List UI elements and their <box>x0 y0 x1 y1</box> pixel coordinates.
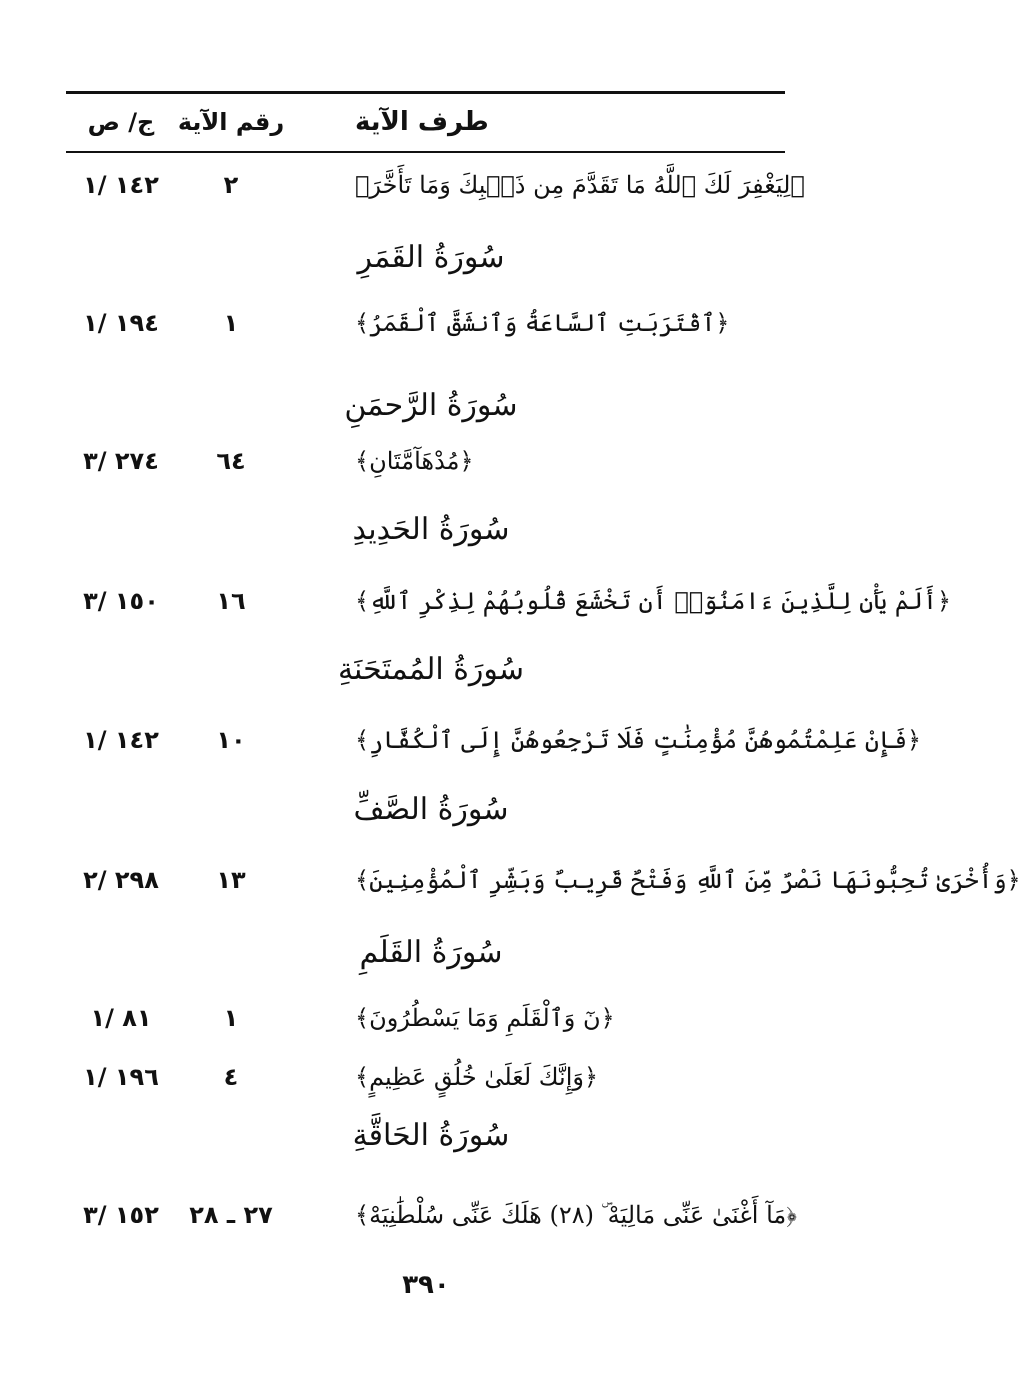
verse-text: ﴿لِيَغْفِرَ لَكَ ٱللَّهُ مَا تَقَدَّمَ مِن ذَنۢبِكَ وَمَا تَأَخَّرَ﴾ <box>355 171 805 199</box>
verse-text: ﴿وَإِنَّكَ لَعَلَىٰ خُلُقٍ عَظِيمٍ﴾ <box>355 1063 599 1091</box>
verse-text: ﴿وَأُخْرَىٰ تُحِبُّونَهَا نَصْرٌ مِّنَ ٱللَّهِ وَفَتْحٌ قَرِيبٌ وَبَشِّرِ ٱلْمُؤْمِنِينَ﴾ <box>355 866 1021 894</box>
verse-text: ﴿نٓ وَٱلْقَلَمِ وَمَا يَسْطُرُونَ﴾ <box>355 1004 615 1032</box>
vol-page-ref: ١٩٦ /١ <box>83 1063 159 1091</box>
surah-heading: سُورَةُ القَمَرِ <box>357 240 505 275</box>
verse-text: ﴿فَإِنْ عَلِمْتُمُوهُنَّ مُؤْمِنَٰتٍ فَلَا تَرْجِعُوهُنَّ إِلَى ٱلْكُفَّارِ﴾ <box>355 726 922 754</box>
table-row <box>66 160 805 210</box>
header-vol-page: ج/ ص <box>87 108 155 136</box>
table-row <box>66 855 1021 905</box>
verse-number: ٢٧ ـ ٢٨ <box>189 1201 273 1229</box>
surah-heading: سُورَةُ المُمتَحَنَةِ <box>337 652 525 687</box>
verse-number: ١٣ <box>216 866 246 894</box>
verse-text: ﴿مُدْهَآمَّتَانِ﴾ <box>355 447 474 475</box>
table-row <box>66 298 785 348</box>
table-row <box>66 576 952 626</box>
vol-page-ref: ١٤٢ /١ <box>83 171 159 199</box>
vol-page-ref: ١٩٤ /١ <box>83 309 159 337</box>
header-rule <box>66 151 785 153</box>
vol-page-ref: ١٥٠ /٣ <box>83 587 159 615</box>
table-row <box>66 715 922 765</box>
page-number: ٣٩٠ <box>402 1270 450 1300</box>
vol-page-ref: ١٥٢ /٣ <box>83 1201 159 1229</box>
surah-heading: سُورَةُ الحَاقَّةِ <box>352 1118 510 1153</box>
surah-heading: سُورَةُ الرَّحمَنِ <box>344 388 518 423</box>
verse-number: ٤ <box>223 1063 239 1091</box>
table-row <box>66 436 785 486</box>
verse-number: ٢ <box>223 171 239 199</box>
surah-heading: سُورَةُ الحَدِيدِ <box>352 512 510 547</box>
table-header <box>66 97 785 147</box>
vol-page-ref: ٢٧٤ /٣ <box>83 447 159 475</box>
verse-number: ١ <box>223 309 239 337</box>
vol-page-ref: ٨١ /١ <box>90 1004 152 1032</box>
top-rule <box>66 91 785 94</box>
index-page <box>66 0 1021 1388</box>
verse-text: ﴿مَآ أَغْنَىٰ عَنِّى مَالِيَهْ ۜ (٢٨) هَلَكَ عَنِّى سُلْطَٰنِيَهْ﴾ <box>355 1201 797 1229</box>
table-row <box>66 993 785 1043</box>
verse-number: ١٠ <box>216 726 246 754</box>
verse-number: ٦٤ <box>216 447 246 475</box>
table-row <box>66 1052 785 1102</box>
vol-page-ref: ١٤٢ /١ <box>83 726 159 754</box>
header-verse-number: رقم الآية <box>177 108 285 136</box>
verse-number: ١٦ <box>216 587 246 615</box>
verse-number: ١ <box>223 1004 239 1032</box>
vol-page-ref: ٢٩٨ /٢ <box>83 866 159 894</box>
verse-text: ﴿أَلَمْ يَأْنِ لِلَّذِينَ ءَامَنُوٓا۟ أَن تَخْشَعَ قُلُوبُهُمْ لِذِكْرِ ٱللَّهِ﴾ <box>355 587 952 615</box>
surah-heading: سُورَةُ القَلَمِ <box>359 935 503 970</box>
table-row <box>66 1190 797 1240</box>
surah-heading: سُورَةُ الصَّفِّ <box>353 792 509 827</box>
header-verse-start: طرف الآية <box>355 107 489 137</box>
verse-text: ﴿ٱقْتَرَبَتِ ٱلسَّاعَةُ وَٱنشَقَّ ٱلْقَمَرُ﴾ <box>355 309 730 337</box>
